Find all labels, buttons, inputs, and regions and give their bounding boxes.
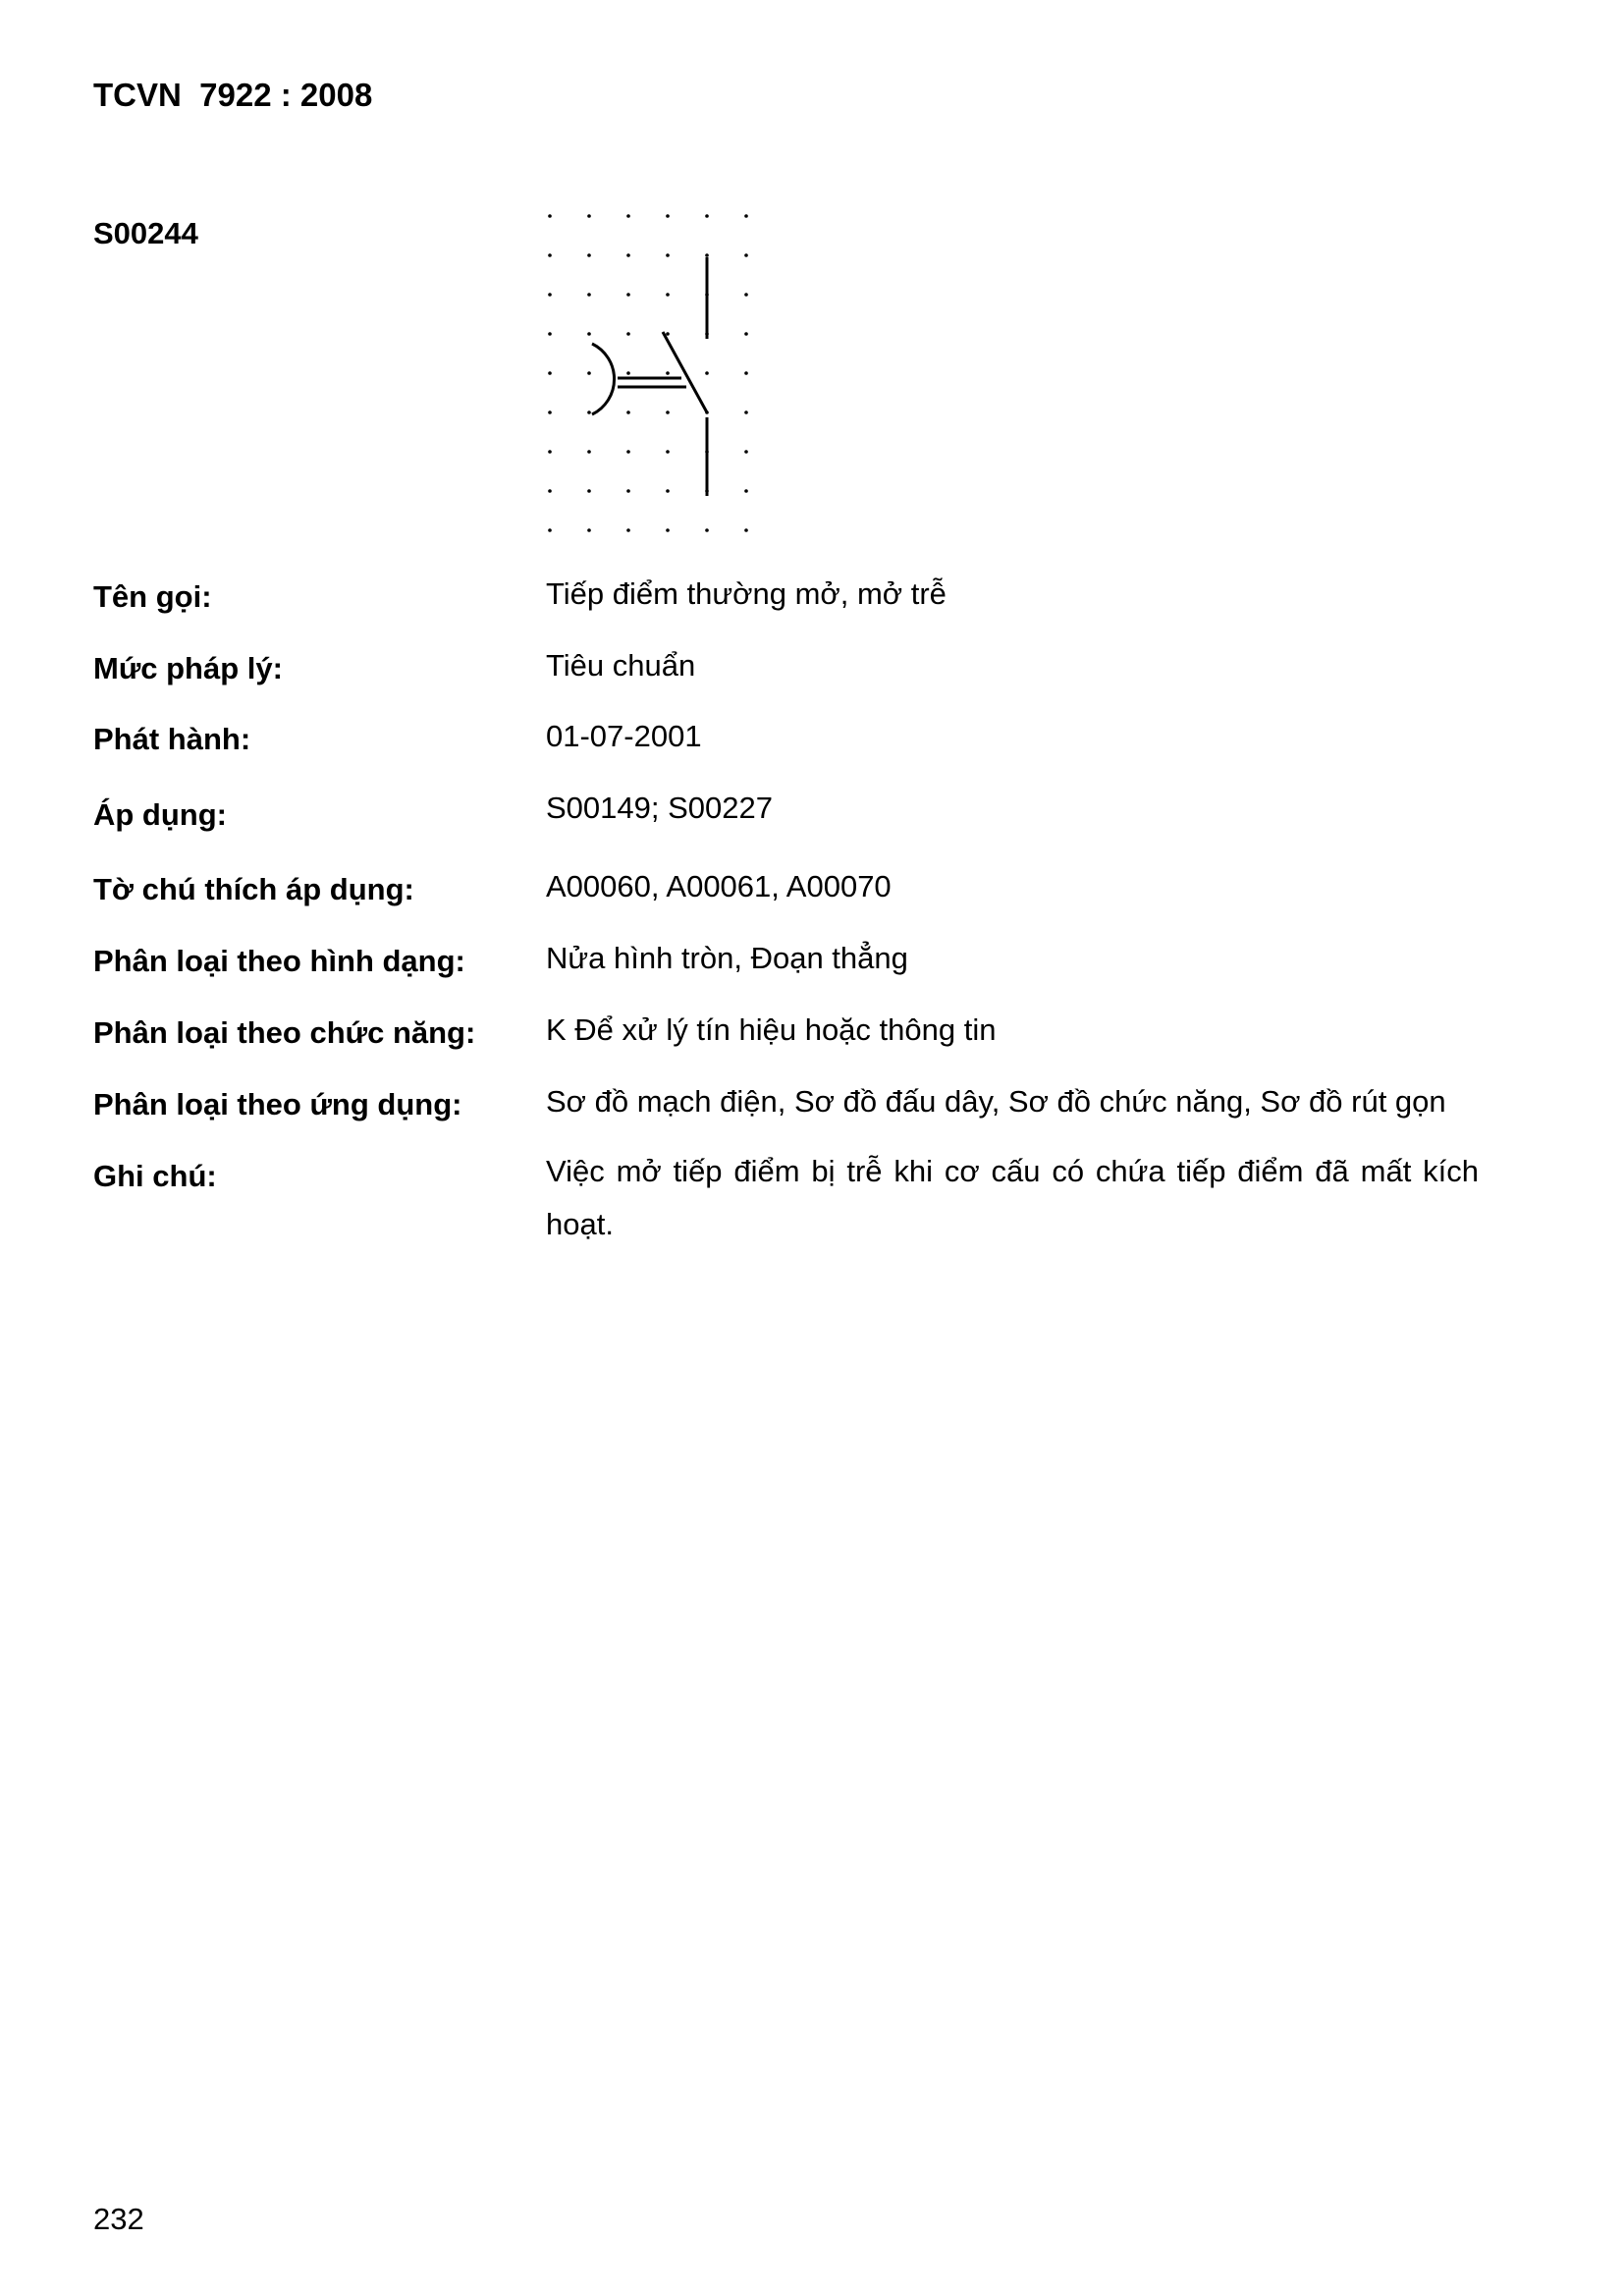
symbol-code: S00244: [93, 216, 198, 250]
grid-dot: [587, 528, 591, 532]
grid-dot: [587, 293, 591, 297]
grid-dot: [626, 214, 630, 218]
delay-semicircle: [592, 344, 615, 414]
field-value-function-class: K Để xử lý tín hiệu hoặc thông tin: [546, 1012, 997, 1047]
field-value-name: Tiếp điểm thường mở, mở trễ: [546, 576, 947, 611]
field-label-name: Tên gọi:: [93, 579, 212, 614]
field-label-annotation-sheets: Tờ chú thích áp dụng:: [93, 872, 414, 906]
field-value-annotation-sheets: A00060, A00061, A00070: [546, 869, 892, 903]
grid-dots: [548, 214, 748, 532]
grid-dot: [666, 371, 670, 375]
grid-dot: [548, 410, 552, 414]
field-label-issued: Phát hành:: [93, 722, 251, 756]
field-value-application-class: Sơ đồ mạch điện, Sơ đồ đấu dây, Sơ đồ chức năng, Sơ đồ rút gọn: [546, 1084, 1446, 1119]
grid-dot: [666, 450, 670, 454]
grid-dot: [626, 253, 630, 257]
grid-dot: [587, 253, 591, 257]
grid-dot: [548, 332, 552, 336]
grid-dot: [548, 528, 552, 532]
grid-dot: [587, 489, 591, 493]
grid-dot: [587, 332, 591, 336]
grid-dot: [744, 410, 748, 414]
grid-dot: [548, 371, 552, 375]
grid-dot: [587, 214, 591, 218]
grid-dot: [744, 528, 748, 532]
grid-dot: [548, 293, 552, 297]
grid-dot: [666, 332, 670, 336]
grid-dot: [626, 489, 630, 493]
grid-dot: [744, 450, 748, 454]
grid-dot: [705, 214, 709, 218]
grid-dot: [548, 253, 552, 257]
grid-dot: [705, 253, 709, 257]
grid-dot: [744, 253, 748, 257]
grid-dot: [666, 410, 670, 414]
grid-dot: [626, 410, 630, 414]
grid-dot: [626, 332, 630, 336]
grid-dot: [626, 450, 630, 454]
field-label-application-class: Phân loại theo ứng dụng:: [93, 1087, 462, 1121]
field-value-note: Việc mở tiếp điểm bị trễ khi cơ cấu có chứa tiếp điểm đã mất kích hoạt.: [546, 1154, 1479, 1241]
grid-dot: [548, 214, 552, 218]
page-number: 232: [93, 2202, 144, 2236]
field-label-function-class: Phân loại theo chức năng:: [93, 1015, 476, 1050]
grid-dot: [744, 293, 748, 297]
grid-dot: [666, 293, 670, 297]
grid-dot: [587, 371, 591, 375]
field-value-issued: 01-07-2001: [546, 719, 702, 753]
field-label-note: Ghi chú:: [93, 1159, 217, 1193]
grid-dot: [666, 214, 670, 218]
grid-dot: [666, 253, 670, 257]
grid-dot: [626, 293, 630, 297]
grid-dot: [744, 332, 748, 336]
movable-contact-line: [663, 332, 707, 412]
grid-dot: [666, 489, 670, 493]
delayed-opening-make-contact-symbol-icon: [540, 206, 766, 545]
grid-dot: [626, 528, 630, 532]
field-label-applies: Áp dụng:: [93, 797, 228, 832]
grid-dot: [666, 528, 670, 532]
grid-dot: [705, 528, 709, 532]
grid-dot: [744, 371, 748, 375]
grid-dot: [626, 371, 630, 375]
grid-dot: [744, 214, 748, 218]
grid-dot: [744, 489, 748, 493]
standard-header: TCVN 7922 : 2008: [93, 77, 373, 113]
grid-dot: [587, 410, 591, 414]
field-value-legal-level: Tiêu chuẩn: [546, 648, 696, 683]
grid-dot: [587, 450, 591, 454]
grid-dot: [705, 371, 709, 375]
field-label-legal-level: Mức pháp lý:: [93, 651, 283, 685]
field-value-applies: S00149; S00227: [546, 791, 773, 825]
grid-dot: [548, 489, 552, 493]
grid-dot: [548, 450, 552, 454]
field-label-shape-class: Phân loại theo hình dạng:: [93, 944, 465, 978]
field-value-shape-class: Nửa hình tròn, Đoạn thẳng: [546, 941, 908, 975]
